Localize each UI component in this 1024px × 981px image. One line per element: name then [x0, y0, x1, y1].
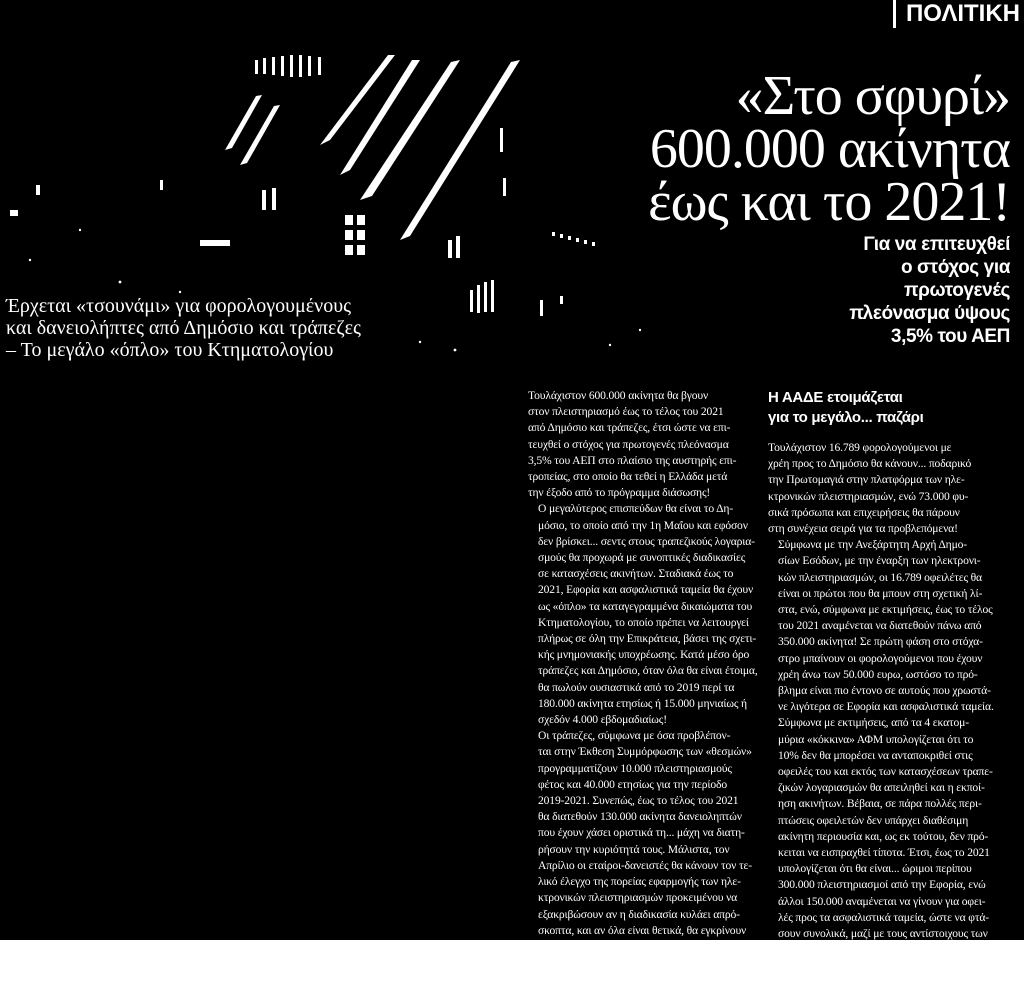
- text-line: δεν βρίσκει... σεντς στους τραπεζικούς λογαρια-: [538, 534, 755, 548]
- text-line: νε λιγότερα σε Εφορία και ασφαλιστικά ταμεία.: [778, 700, 994, 714]
- headline-line: έως και το 2021!: [648, 171, 1010, 233]
- sidebar-title-line: Η ΑΑΔΕ ετοιμάζεται: [768, 389, 903, 406]
- text-line: σκοπτα, και αν όλα είναι θετικά, θα εγκρίνουν: [538, 923, 747, 937]
- text-line: των 6,7 δισ. ευρώ.: [538, 956, 621, 970]
- text-line: Ο μεγαλύτερος επισπεύδων θα είναι το Δη-: [538, 502, 734, 516]
- text-line: σικά πρόσωπα και επιχειρήσεις θα πάρουν: [768, 505, 960, 519]
- text-line: 300.000 πλειστηριασμοί από την Εφορία, ενώ: [778, 878, 986, 892]
- text-line: εξακριβώσουν αν η διαδικασία κυλάει απρό-: [538, 907, 740, 921]
- text-line: κειται να εισπραχθεί τίποτα. Έτσι, έως το 2021: [778, 846, 990, 860]
- sidebar-title-line: για το μεγάλο... παζάρι: [768, 409, 924, 426]
- text-line: υπολογίζεται ότι θα είναι... ώριμοι περίπου: [778, 862, 972, 876]
- text-line: Κτηματολογίου, το οποίο πρέπει να λειτουργεί: [538, 615, 749, 629]
- text-line: κής μνημονιακής υποχρέωσης. Κατά μέσο όρο: [538, 648, 750, 662]
- headline-line: «Στο σφυρί»: [735, 65, 1010, 127]
- article-paragraph: [768, 440, 1016, 537]
- article-paragraph: [528, 728, 754, 971]
- text-line: πλήρως σε όλη την Επικράτεια, βάσει της σχετι-: [538, 632, 757, 646]
- text-line: σχεδόν 4.000 εβδομαδιαίως!: [538, 713, 667, 727]
- text-line: προγραμματίζουν 10.000 πλειστηριασμούς: [538, 761, 732, 775]
- text-line: κτρονικών πλειστηριασμών, ενώ 73.000 φυ-: [768, 489, 969, 503]
- text-line: την έξοδο από το πρόγραμμα διάσωσης!: [528, 486, 711, 500]
- text-line: βλημα είναι πιο έντονο σε αυτούς που χρωστά-: [778, 684, 991, 698]
- text-line: 3,5% του ΑΕΠ στο πλαίσιο της αυστηρής επι-: [528, 453, 737, 467]
- sidebar-article-column: [768, 388, 1016, 981]
- text-line: χρέη προς το Δημόσιο θα κάνουν... ποδαρικό: [768, 457, 972, 471]
- text-line: θα πωλούν ουσιαστικά από το 2019 περί τα: [538, 680, 735, 694]
- text-line: μόσιο, το οποίο από την 1η Μαΐου και εφόσον: [538, 518, 748, 532]
- caption-line: Έρχεται «τσουνάμι» για φορολογουμένους: [6, 295, 352, 317]
- text-line: και την τελευταία υποδόση της μεγάλης δόσης: [538, 939, 749, 953]
- text-line: σουν συνολικά, μαζί με τους αντίστοιχους των: [778, 927, 988, 941]
- subhead-line: 3,5% του ΑΕΠ: [890, 326, 1010, 347]
- caption-line: – Το μεγάλο «όπλο» του Κτηματολογίου: [6, 339, 334, 361]
- text-line: 350.000 ακίνητα! Σε πρώτη φάση στο στόχα-: [778, 635, 983, 649]
- author-signature: Λουκάς Γεωργιάδης: [894, 964, 1016, 980]
- text-line: Σύμφωνα με την Ανεξάρτητη Αρχή Δημο-: [778, 538, 967, 552]
- subhead-line: Για να επιτευχθεί: [863, 234, 1010, 255]
- main-article-column: [528, 388, 758, 971]
- text-line: Οι τράπεζες, σύμφωνα με όσα προβλέπον-: [538, 729, 731, 743]
- text-line: ακίνητη περιουσία και, ως εκ τούτου, δεν πρό-: [778, 829, 989, 843]
- text-line: ται στην Έκθεση Συμμόρφωσης των «θεσμών»: [538, 745, 752, 759]
- text-line: λικό έλεγχο της πορείας εφαρμογής των ηλε-: [538, 875, 741, 889]
- text-line: σε κατασχέσεις ακινήτων. Σταδιακά έως το: [538, 567, 734, 581]
- caption-line: και δανειολήπτες από Δημόσιο και τράπεζες: [6, 317, 361, 339]
- text-line: Τουλάχιστον 16.789 φορολογούμενοι με: [768, 441, 952, 454]
- subheadline: [750, 233, 1010, 348]
- text-line: στα, ενώ, σύμφωνα με εκτιμήσεις, έως το τέλος: [778, 603, 993, 617]
- headline-line: 600.000 ακίνητα: [649, 118, 1010, 180]
- text-line: είναι οι πρώτοι που θα μπουν στη σχετική λί-: [778, 586, 983, 600]
- text-line: στη συνέχεια σειρά για τα προβλεπόμενα!: [768, 522, 958, 536]
- text-line: στον πλειστηριασμό έως το τέλος του 2021: [528, 405, 724, 419]
- text-line: λές προς τα ασφαλιστικά ταμεία, ώστε να φτά-: [778, 910, 989, 924]
- text-line: φέτος και 40.000 ετησίως για την περίοδο: [538, 777, 727, 791]
- text-line: οφειλές του και εκτός των κατασχέσεων τραπε-: [778, 765, 993, 779]
- sidebar-paragraphs: [768, 440, 1016, 959]
- subhead-line: πλεόνασμα ύψους: [849, 303, 1010, 324]
- article-paragraph: [528, 501, 758, 728]
- subhead-line: ο στόχος για: [900, 257, 1010, 278]
- text-line: τευχθεί ο στόχος για πρωτογενές πλεόνασμα: [528, 437, 729, 451]
- section-label: ΠΟΛΙΤΙΚΗ: [893, 0, 1020, 28]
- text-line: ηση ακινήτων. Βέβαια, σε πάρα πολλές περι-: [778, 797, 982, 811]
- text-line: από Δημόσιο και τράπεζες, έτσι ώστε να επι-: [528, 421, 731, 435]
- headline: [580, 65, 1010, 233]
- text-line: του 2021 αναμένεται να διατεθούν πάνω από: [778, 619, 982, 633]
- text-line: την Πρωτομαγιά στην πλατφόρμα των ηλε-: [768, 473, 965, 487]
- text-line: άλλοι 150.000 αναμένεται να γίνουν για οφει-: [778, 894, 986, 908]
- article-paragraph: [528, 388, 754, 501]
- text-line: στρο μπαίνουν οι φορολογούμενοι που έχουν: [778, 651, 983, 665]
- text-line: τροπείας, στο οποίο θα τεθεί η Ελλάδα μετά: [528, 470, 728, 484]
- text-line: πτώσεις οφειλετών δεν υπάρχει διαθέσιμη: [778, 813, 969, 827]
- text-line: 180.000 ακίνητα ετησίως ή 15.000 μηνιαίως ή: [538, 696, 747, 710]
- text-line: θα διατεθούν 130.000 ακίνητα δανειοληπτών: [538, 810, 742, 824]
- text-line: σίων Εσόδων, με την έναρξη των ηλεκτρονι-: [778, 554, 981, 568]
- text-line: ρήσουν την κυριότητά τους. Μάλιστα, τον: [538, 842, 730, 856]
- text-line: τράπεζες και Δημόσιο, όταν όλα θα είναι έτοιμα,: [538, 664, 758, 678]
- text-line: 10% δεν θα μπορέσει να ανταποκριθεί στις: [778, 748, 973, 762]
- hero-banner: [0, 0, 1024, 378]
- article-paragraph: [768, 537, 1016, 715]
- text-line: Απρίλιο οι εταίροι-δανειστές θα κάνουν τον τε-: [538, 858, 752, 872]
- article-body: [0, 378, 1024, 980]
- text-line: κών πλειστηριασμών, οι 16.789 οφειλέτες θα: [778, 570, 982, 584]
- text-line: ζικών λογαριασμών θα απειληθεί και η εκποί-: [778, 781, 985, 795]
- text-line: σμούς θα προχωρά με συνοπτικές διαδικασίες: [538, 551, 746, 565]
- sidebar-title: [768, 388, 1016, 428]
- text-line: που έχουν χάσει οριστικά τη... μάχη να διατη-: [538, 826, 745, 840]
- text-line: ως «όπλο» τα καταγεγραμμένα δικαιώματα του: [538, 599, 753, 613]
- subhead-line: πρωτογενές: [904, 280, 1010, 301]
- text-line: Τουλάχιστον 600.000 ακίνητα θα βγουν: [528, 389, 709, 402]
- image-caption: [6, 295, 406, 361]
- text-line: 2019-2021. Συνεπώς, έως το τέλος του 2021: [538, 794, 739, 808]
- text-line: Σύμφωνα με εκτιμήσεις, από τα 4 εκατομ-: [778, 716, 969, 730]
- text-line: κτρονικών πλειστηριασμών προκειμένου να: [538, 891, 738, 905]
- article-paragraph: [768, 715, 1016, 958]
- text-line: τραπεζών, τους 600.000!: [778, 943, 891, 957]
- text-line: χρέη άνω των 50.000 ευρω, ωστόσο το πρό-: [778, 667, 978, 681]
- text-line: μύρια «κόκκινα» ΑΦΜ υπολογίζεται ότι το: [778, 732, 974, 746]
- text-line: 2021, Εφορία και ασφαλιστικά ταμεία θα έχουν: [538, 583, 754, 597]
